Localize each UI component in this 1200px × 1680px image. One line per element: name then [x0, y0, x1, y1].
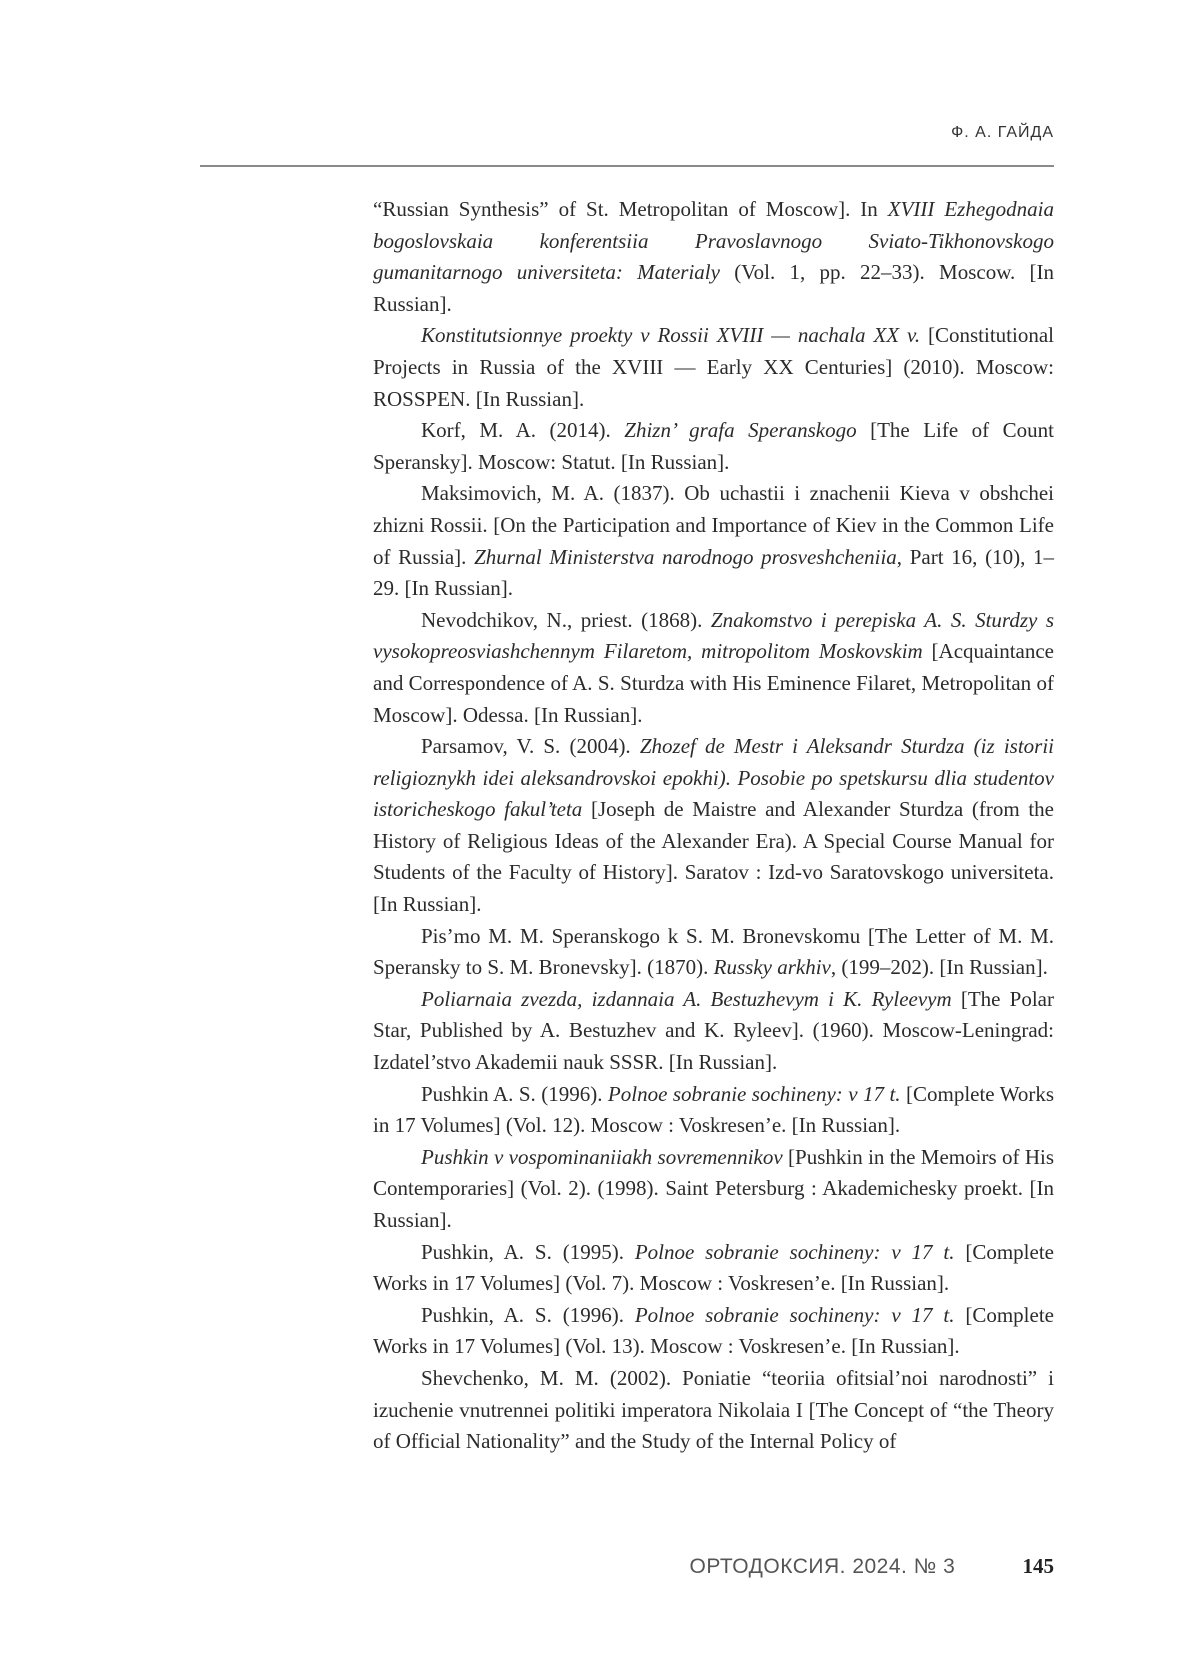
reference-entry [373, 1237, 1054, 1300]
reference-text: Nevodchikov, N., priest. (1868). [421, 607, 711, 632]
reference-title-italic: Russky arkhiv [713, 955, 831, 980]
reference-text: [The Polar Star, Published by A. Bestuzhev and K. Ryleev]. (1960). Moscow-Leningrad: Izdatel’stvo Akademii nauk SSSR. [In Russian]. [373, 986, 1054, 1075]
reference-entry [373, 1142, 1054, 1237]
reference-text: [Constitutional Projects in Russia of the XVIII — Early XX Centuries] (2010). Moscow: ROSSPEN. [In Russian]. [373, 323, 1055, 411]
reference-text: Maksimovich, M. A. (1837). Ob uchastii i znachenii Kieva v obshchei zhizni Rossii. [On the Participation and Importance of Kiev in the Common Life of Russia]. [373, 481, 1054, 569]
reference-text: (Vol. 1, pp. 22–33). Moscow. [In Russian]. [373, 260, 1054, 316]
journal-title: ОРТОДОКСИЯ. 2024. № 3 [689, 1555, 956, 1578]
reference-text: [Complete Works in 17 Volumes] (Vol. 13). Moscow : Voskresen’e. [In Russian]. [373, 1302, 1054, 1359]
page-footer [690, 1554, 1054, 1579]
reference-title-italic: Znakomstvo i perepiska A. S. Sturdzy s vysokopreosviashchennym Filaretom, mitropolitom Moskovskim [373, 607, 1054, 664]
reference-title-italic: XVIII Ezhegodnaia bogoslovskaia konferentsiia Pravoslavnogo Sviato-Tikhonovskogo gumanitarnogo universiteta: Materialy [373, 197, 1054, 285]
reference-title-italic: Zhizn’ grafa Speranskogo [624, 418, 857, 443]
running-head-author: Ф. А. ГАЙДА [951, 124, 1054, 141]
reference-text: Pis’mo M. M. Speranskogo k S. M. Bronevskomu [The Letter of M. M. Speransky to S. M. Bronevsky]. (1870). [373, 923, 1054, 980]
reference-text: , Part 16, (10), 1–29. [In Russian]. [373, 544, 1054, 601]
reference-entry [373, 984, 1054, 1079]
reference-entry [373, 1079, 1054, 1142]
reference-title-italic: Polnoe sobranie sochineny: v 17 t. [607, 1081, 901, 1106]
reference-text: [Complete Works in 17 Volumes] (Vol. 7). Moscow : Voskresen’e. [In Russian]. [373, 1239, 1054, 1296]
reference-entry [373, 731, 1054, 921]
reference-text: [The Life of Count Speransky]. Moscow: Statut. [In Russian]. [373, 418, 1054, 474]
reference-text: Pushkin, A. S. (1995). [421, 1239, 635, 1264]
reference-title-italic: Polnoe sobranie sochineny: v 17 t. [634, 1302, 955, 1327]
reference-text: [Pushkin in the Memoirs of His Contemporaries] (Vol. 2). (1998). Saint Petersburg : Akademichesky proekt. [In Russian]. [373, 1144, 1054, 1232]
reference-text: , (199–202). [In Russian]. [830, 955, 1048, 980]
reference-entry [373, 320, 1054, 415]
reference-entry [373, 194, 1054, 320]
reference-text: Shevchenko, M. M. (2002). Poniatie “teoriia ofitsial’noi narodnosti” i izuchenie vnutrennei politiki imperatora Nikolaia I [The Concept of “the Theory of Official Nationality” and the Study of the Internal Policy of [373, 1365, 1054, 1454]
reference-entry [373, 921, 1054, 984]
reference-title-italic: Pushkin v vospominaniiakh sovremennikov [421, 1144, 783, 1169]
reference-title-italic: Poliarnaia zvezda, izdannaia A. Bestuzhevym i K. Ryleevym [421, 986, 952, 1011]
reference-entry [373, 1300, 1054, 1363]
reference-text: [Acquaintance and Correspondence of A. S. Sturdza with His Eminence Filaret, Metropolitan of Moscow]. Odessa. [In Russian]. [373, 639, 1054, 727]
reference-text: Korf, M. A. (2014). [421, 418, 625, 443]
reference-text: “Russian Synthesis” of St. Metropolitan of Moscow]. In [373, 197, 888, 221]
reference-entry [373, 1363, 1054, 1458]
reference-text: Pushkin A. S. (1996). [421, 1081, 608, 1106]
reference-text: [Joseph de Maistre and Alexander Sturdza (from the History of Religious Ideas of the Alexander Era). A Special Course Manual for Students of the Faculty of History]. Saratov : Izd-vo Saratovskogo universiteta. [In Russian]. [373, 797, 1054, 917]
reference-title-italic: Polnoe sobranie sochineny: v 17 t. [634, 1239, 955, 1264]
reference-title-italic: Konstitutsionnye proekty v Rossii XVIII — nachala XX v. [421, 323, 921, 348]
reference-list [373, 194, 1054, 1458]
reference-text: [Complete Works in 17 Volumes] (Vol. 12). Moscow : Voskresen’e. [In Russian]. [373, 1081, 1055, 1138]
header-rule [200, 165, 1054, 167]
reference-text: Pushkin, A. S. (1996). [421, 1302, 635, 1327]
reference-title-italic: Zhurnal Ministerstva narodnogo prosveshcheniia [474, 544, 897, 569]
reference-text: Parsamov, V. S. (2004). [421, 734, 640, 759]
reference-entry [373, 478, 1054, 604]
page-number: 145 [1022, 1554, 1054, 1578]
reference-entry [373, 415, 1054, 478]
reference-title-italic: Zhozef de Mestr i Aleksandr Sturdza (iz istorii religioznykh idei aleksandrovskoi epokhi). Posobie po spetskursu dlia studentov istoricheskogo fakul’teta [373, 734, 1054, 822]
reference-entry [373, 605, 1054, 731]
